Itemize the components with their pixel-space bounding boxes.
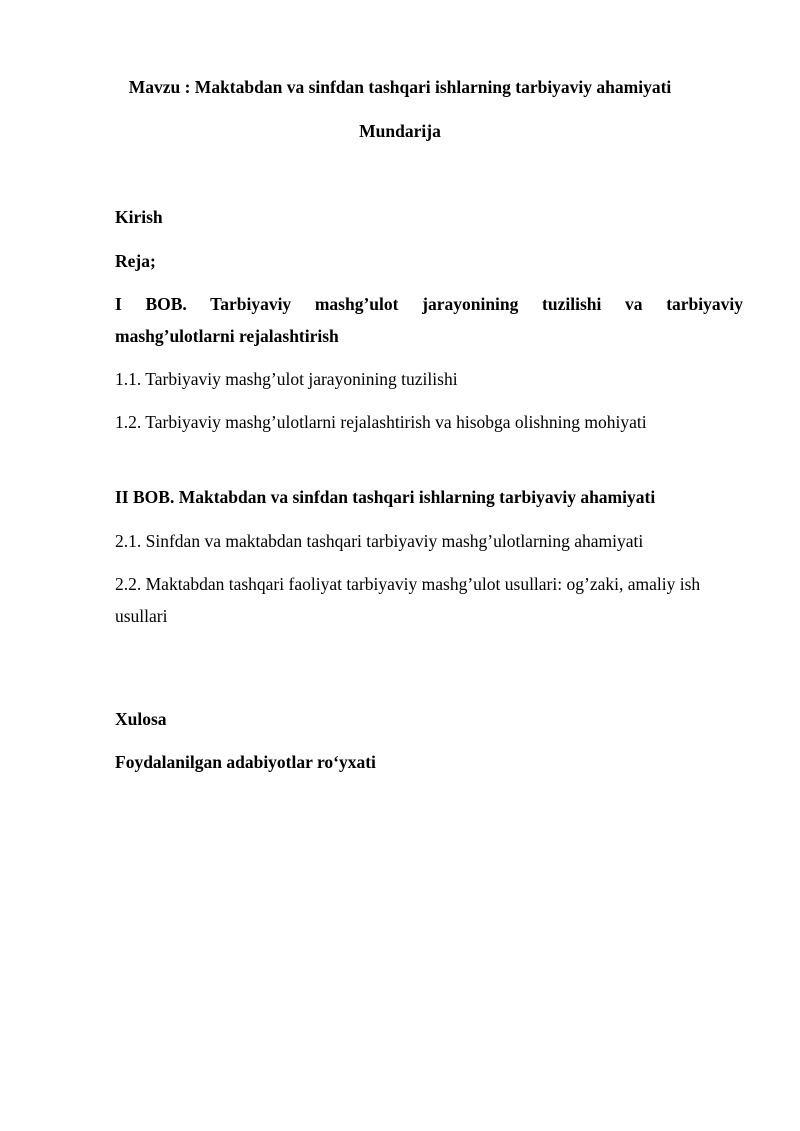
toc-item-2-1: 2.1. Sinfdan va maktabdan tashqari tarbiyaviy mashg’ulotlarning ahamiyati: [115, 531, 644, 551]
toc-item-intro: Kirish: [115, 207, 163, 227]
toc-item-2-2-line2: usullari: [115, 606, 168, 626]
toc-item-2-2-line1: 2.2. Maktabdan tashqari faoliyat tarbiyaviy mashg’ulot usullari: og’zaki, amaliy ish: [115, 574, 701, 594]
toc-item-plan: Reja;: [115, 251, 156, 271]
chapter2-heading: II BOB. Maktabdan va sinfdan tashqari ishlarning tarbiyaviy ahamiyati: [115, 487, 656, 507]
toc-heading: Mundarija: [359, 121, 441, 141]
chapter1-heading: [115, 288, 743, 352]
toc-item-references: Foydalanilgan adabiyotlar ro‘yxati: [115, 752, 376, 772]
chapter1-heading-line1: I BOB. Tarbiyaviy mashg’ulot jarayonining tuzilishi va tarbiyaviy: [115, 294, 743, 314]
toc-item-1-1: 1.1. Tarbiyaviy mashg’ulot jarayonining tuzilishi: [115, 369, 458, 389]
document-title: Mavzu : Maktabdan va sinfdan tashqari ishlarning tarbiyaviy ahamiyati: [128, 77, 672, 97]
toc-item-conclusion: Xulosa: [115, 709, 167, 729]
chapter1-heading-line2: mashg’ulotlarni rejalashtirish: [115, 326, 339, 346]
toc-item-1-2: 1.2. Tarbiyaviy mashg’ulotlarni rejalashtirish va hisobga olishning mohiyati: [115, 412, 647, 432]
